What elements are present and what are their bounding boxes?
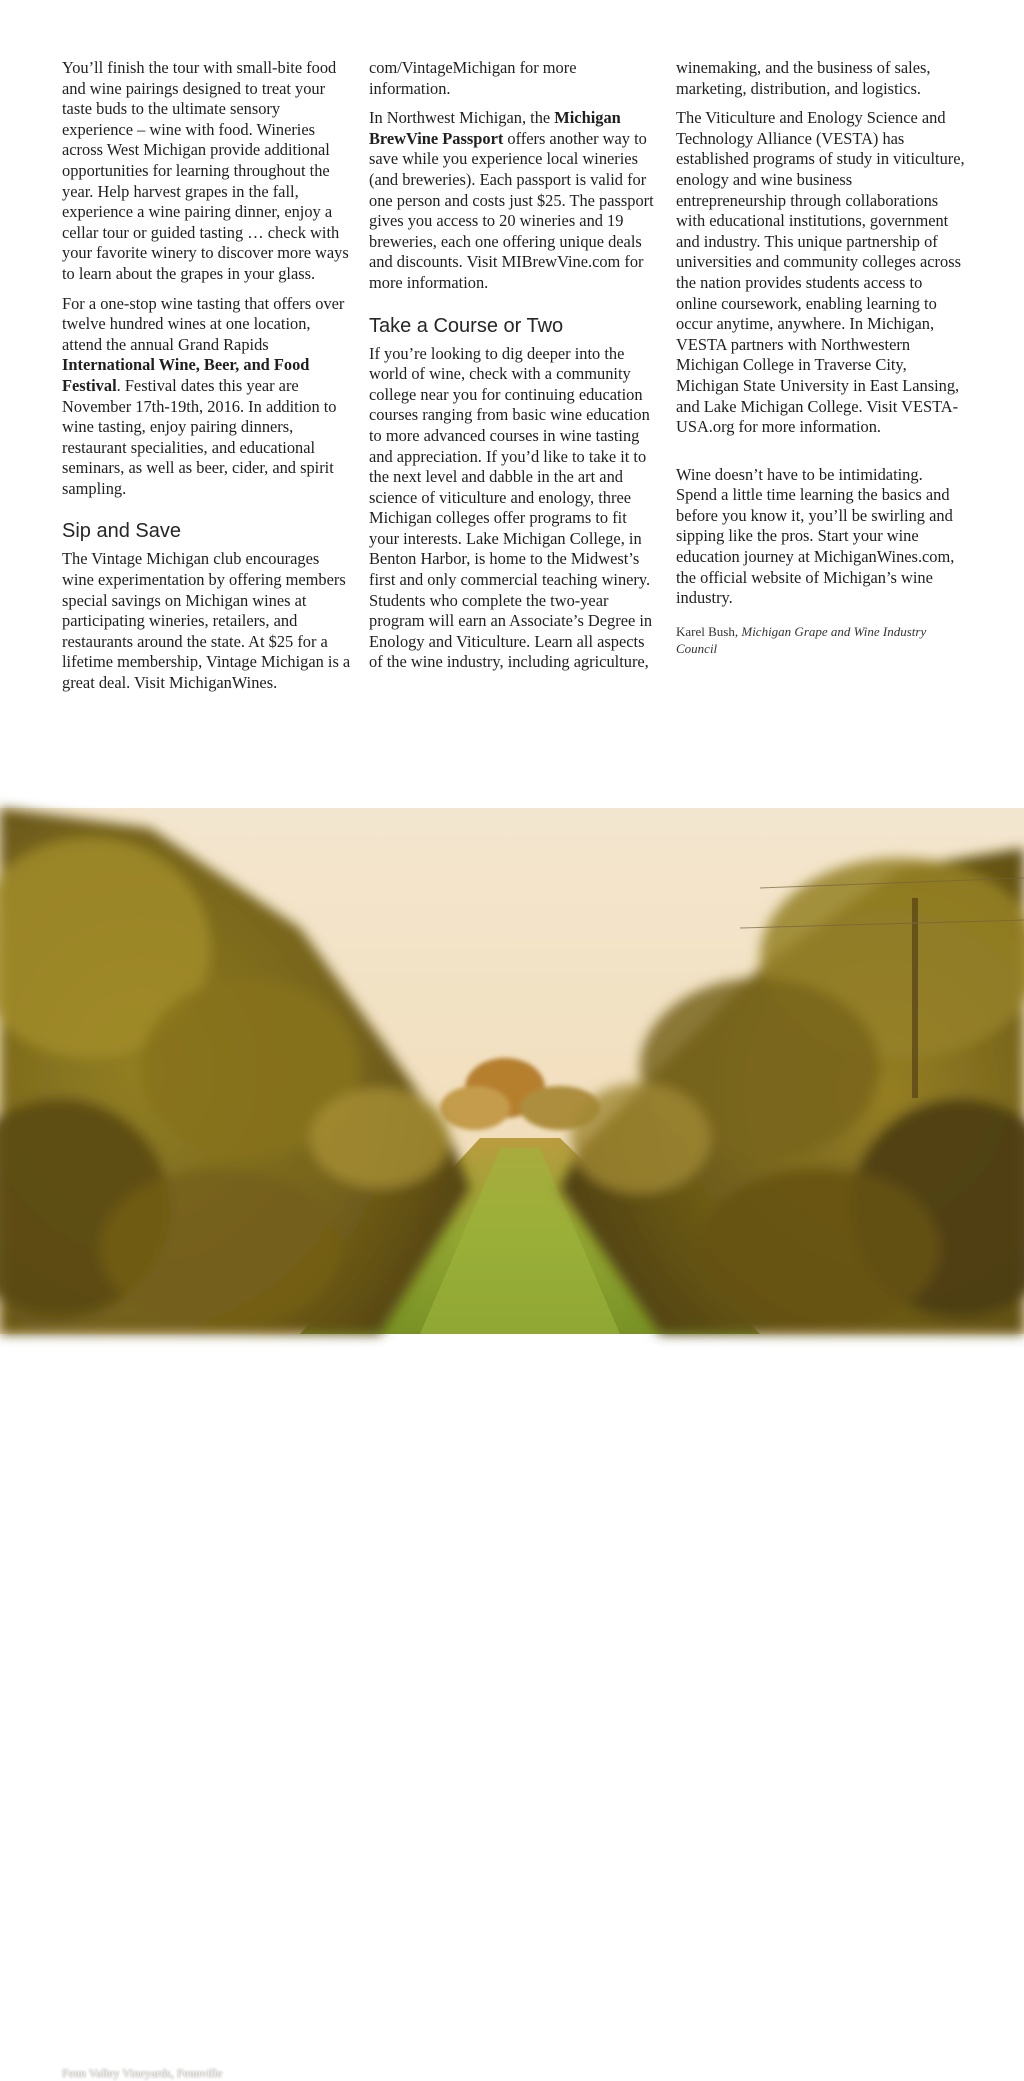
author-organization: Michigan Grape and Wine Industry Council [676, 623, 927, 656]
brewvine-text-a: In Northwest Michigan, the [369, 108, 555, 128]
author-name: Karel Bush, [676, 623, 742, 639]
paragraph-tour: You’ll finish the tour with small-bite food and wine pairings designed to treat your taste buds to the ultimate sensory experience – wine with food. Wineries across West Michigan provide additional opportunities for learning throughout the year. Help harvest grapes in the fall, experience a wine pairing dinner, enjoy a cellar tour or guided tasting … check with your favorite winery to discover more ways to learn about the grapes in your glass. [62, 58, 349, 283]
paragraph-vesta: The Viticulture and Enology Science and Technology Alliance (VESTA) has established programs of study in viticulture, enology and wine business entrepreneurship through collaborations with educational institutions, government and industry. This unique partnership of universities and community colleges across the nation provides students access to online coursework, enabling learning to occur anytime, anywhere. In Michigan, VESTA partners with Northwestern Michigan College in Traverse City, Michigan State University in East Lansing, and Lake Michigan College. Visit VESTA-USA.org for more information. [676, 108, 965, 437]
vineyard-photo [0, 808, 1024, 2080]
paragraph-vintage-link: com/VintageMichigan for more information. [369, 58, 577, 98]
article-column-2 [369, 58, 659, 682]
heading-sip-and-save: Sip and Save [62, 520, 181, 543]
festival-text-a: For a one-stop wine tasting that offers over twelve hundred wines at one location, attend the annual Grand Rapids [62, 293, 345, 354]
heading-take-a-course: Take a Course or Two [369, 314, 564, 337]
author-byline [676, 623, 966, 657]
paragraph-conclusion: Wine doesn’t have to be intimidating. Spend a little time learning the basics and before you know it, you’ll be swirling and sipping like the pros. Start your wine education journey at MichiganWines.com, the official website of Michigan’s wine industry. [676, 464, 955, 608]
paragraph-courses: If you’re looking to dig deeper into the world of wine, check with a community college near you for continuing education courses ranging from basic wine education to more advanced courses in wine tasting and appreciation. If you’d like to take it to the next level and dabble in the art and science of viticulture and enology, three Michigan colleges offer programs to fit your interests. Lake Michigan College, in Benton Harbor, is home to the Midwest’s first and only commercial teaching winery. Students who complete the two-year program will earn an Associate’s Degree in Enology and Viticulture. Learn all aspects of the wine industry, including agriculture, [369, 343, 653, 672]
paragraph-brewvine [369, 108, 659, 293]
paragraph-vintage-michigan: The Vintage Michigan club encourages wine experimentation by offering members special savings on Michigan wines at participating wineries, retailers, and restaurants around the state. At $25 for a lifetime membership, Vintage Michigan is a great deal. Visit MichiganWines. [62, 549, 351, 693]
vineyard-illustration [0, 808, 1024, 1334]
paragraph-business: winemaking, and the business of sales, marketing, distribution, and logistics. [676, 58, 931, 98]
brewvine-name: Michigan BrewVine Passport [369, 108, 621, 148]
brewvine-text-b: offers another way to save while you experience local wineries (and breweries). Each passport is valid for one person and costs just $25. The passport gives you access to 20 wineries and 19 breweries, each one offering unique deals and discounts. Visit MIBrewVine.com for more information. [369, 128, 654, 292]
article-column-3 [676, 58, 966, 657]
festival-text-b: . Festival dates this year are November 17th-19th, 2016. In addition to wine tasting, enjoy pairing dinners, restaurant specialities, and educational seminars, as well as beer, cider, and spirit sampling. [62, 375, 337, 498]
article-column-1 [62, 58, 352, 703]
paragraph-festival [62, 294, 352, 500]
festival-name: International Wine, Beer, and Food Festival [62, 355, 310, 395]
photo-caption: Fenn Valley Vineyards, Fennville [62, 2066, 223, 2080]
